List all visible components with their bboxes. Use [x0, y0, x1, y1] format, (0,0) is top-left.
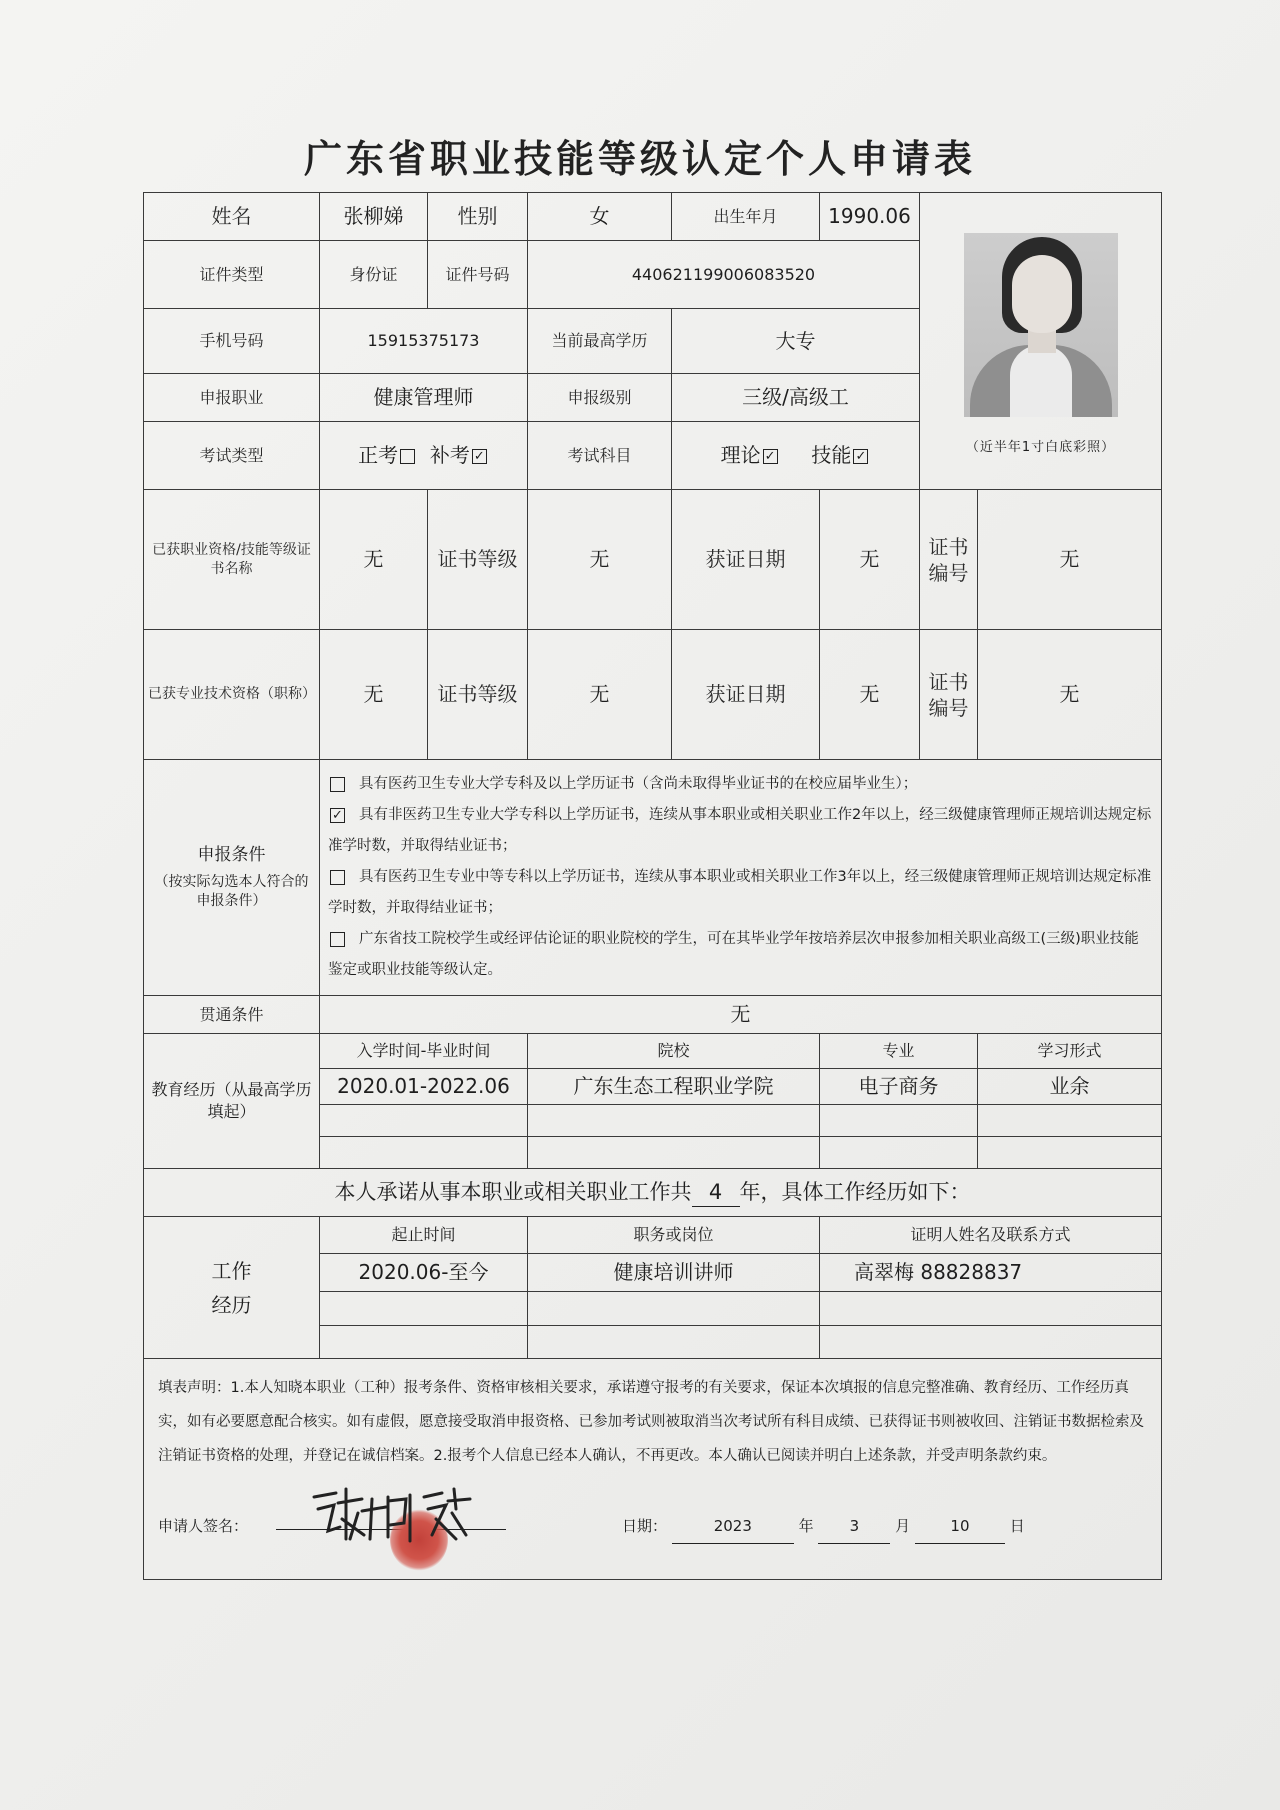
edu-header-major: 专业: [820, 1034, 978, 1069]
exam-type-label: 考试类型: [144, 422, 320, 490]
work-row2-period[interactable]: [320, 1292, 528, 1326]
work-row1-period[interactable]: 2020.06-至今: [320, 1254, 528, 1292]
date-day-unit: 日: [1009, 1517, 1025, 1535]
edu-row1-mode[interactable]: 业余: [978, 1069, 1162, 1105]
through-value[interactable]: 无: [320, 996, 1162, 1034]
cert2-date-label: 获证日期: [672, 630, 820, 760]
conditions-note: （按实际勾选本人符合的申报条件）: [154, 874, 309, 909]
application-form: [143, 192, 1162, 1580]
condition-3-checkbox[interactable]: [330, 870, 345, 885]
work-row3-position[interactable]: [528, 1326, 820, 1359]
makeup-exam-checkbox[interactable]: ✓: [472, 449, 487, 464]
cert2-grade[interactable]: 无: [528, 630, 672, 760]
promise-after: 年，具体工作经历如下：: [739, 1179, 971, 1204]
edu-row3-period[interactable]: [320, 1137, 528, 1169]
cert1-grade-label: 证书等级: [428, 490, 528, 630]
condition-2-text: 具有非医药卫生专业大学专科以上学历证书，连续从事本职业或相关职业工作2年以上，经三级健康管理师正规培训达规定标准学时数，并取得结业证书；: [328, 807, 1152, 854]
edu-row3-major[interactable]: [820, 1137, 978, 1169]
work-row2-position[interactable]: [528, 1292, 820, 1326]
date-label: 日期：: [622, 1517, 668, 1535]
edu-row2-school[interactable]: [528, 1105, 820, 1137]
condition-2-checkbox[interactable]: ✓: [330, 808, 345, 823]
condition-item: [328, 800, 1153, 862]
cert1-no-label: 证书编号: [920, 490, 978, 630]
work-row1-reference[interactable]: 高翠梅 88828837: [820, 1254, 1162, 1292]
phone-label: 手机号码: [144, 309, 320, 374]
exam-type-options: [320, 422, 528, 490]
cert2-label: 已获专业技术资格（职称）: [144, 630, 320, 760]
id-no-value[interactable]: 440621199006083520: [528, 241, 920, 309]
birth-value[interactable]: 1990.06: [820, 193, 920, 241]
conditions-list: [320, 760, 1162, 996]
level-label: 申报级别: [528, 374, 672, 422]
edu-label: 当前最高学历: [528, 309, 672, 374]
work-header-period: 起止时间: [320, 1217, 528, 1254]
edu-header-period: 入学时间-毕业时间: [320, 1034, 528, 1069]
condition-1-text: 具有医药卫生专业大学专科及以上学历证书（含尚未取得毕业证书的在校应届毕业生）；: [359, 776, 918, 792]
work-row1-position[interactable]: 健康培训讲师: [528, 1254, 820, 1292]
work-promise: [144, 1169, 1162, 1217]
work-label: 工作经历: [144, 1217, 320, 1359]
cert2-date[interactable]: 无: [820, 630, 920, 760]
exam-subject-label: 考试科目: [528, 422, 672, 490]
through-label: 贯通条件: [144, 996, 320, 1034]
edu-row2-period[interactable]: [320, 1105, 528, 1137]
condition-item: [328, 862, 1153, 924]
id-no-label: 证件号码: [428, 241, 528, 309]
work-row2-reference[interactable]: [820, 1292, 1162, 1326]
condition-1-checkbox[interactable]: [330, 777, 345, 792]
cert1-no[interactable]: 无: [978, 490, 1162, 630]
exam-subject-options: [672, 422, 920, 490]
skill-checkbox[interactable]: ✓: [853, 449, 868, 464]
work-header-position: 职务或岗位: [528, 1217, 820, 1254]
declaration-text: 填表声明：1.本人知晓本职业（工种）报考条件、资格审核相关要求，承诺遵守报考的有关要求，保证本次填报的信息完整准确、教育经历、工作经历真实，如有必要愿意配合核实。如有虚假，愿意接受取消申报资格、已参加考试则被取消当次考试所有科目成绩、已获得证书则被收回、注销证书数据检索及注销证书资格的处理，并登记在诚信档案。2.报考个人信息已经本人确认，不再更改。本人确认已阅读并明白上述条款，并受声明条款约束。: [158, 1380, 1144, 1464]
regular-exam-checkbox[interactable]: [400, 449, 415, 464]
occupation-value[interactable]: 健康管理师: [320, 374, 528, 422]
date-year-unit: 年: [798, 1517, 814, 1535]
cert2-no[interactable]: 无: [978, 630, 1162, 760]
edu-row3-mode[interactable]: [978, 1137, 1162, 1169]
date-line: [622, 1509, 1025, 1544]
makeup-exam-label: 补考: [429, 443, 470, 467]
date-day[interactable]: 10: [915, 1509, 1005, 1544]
birth-label: 出生年月: [672, 193, 820, 241]
gender-value[interactable]: 女: [528, 193, 672, 241]
condition-4-text: 广东省技工院校学生或经评估论证的职业院校的学生，可在其毕业学年按培养层次申报参加相关职业高级工(三级)职业技能鉴定或职业技能等级认定。: [328, 931, 1139, 978]
handwritten-signature: [306, 1479, 476, 1551]
edu-header-mode: 学习形式: [978, 1034, 1162, 1069]
conditions-label: 申报条件: [197, 845, 266, 866]
applicant-photo: [964, 233, 1118, 417]
promise-before: 本人承诺从事本职业或相关职业工作共: [334, 1179, 692, 1204]
sign-label: 申请人签名：: [158, 1517, 249, 1535]
work-row3-period[interactable]: [320, 1326, 528, 1359]
edu-row3-school[interactable]: [528, 1137, 820, 1169]
condition-item: [328, 769, 1153, 800]
cert1-name[interactable]: 无: [320, 490, 428, 630]
id-type-label: 证件类型: [144, 241, 320, 309]
theory-label: 理论: [720, 443, 761, 467]
name-value[interactable]: 张柳娣: [320, 193, 428, 241]
condition-3-text: 具有医药卫生专业中等专科以上学历证书，连续从事本职业或相关职业工作3年以上，经三级健康管理师正规培训达规定标准学时数，并取得结业证书；: [328, 869, 1152, 916]
phone-value[interactable]: 15915375173: [320, 309, 528, 374]
cert1-date-label: 获证日期: [672, 490, 820, 630]
cert1-grade[interactable]: 无: [528, 490, 672, 630]
edu-row1-school[interactable]: 广东生态工程职业学院: [528, 1069, 820, 1105]
condition-4-checkbox[interactable]: [330, 932, 345, 947]
edu-row1-major[interactable]: 电子商务: [820, 1069, 978, 1105]
work-header-reference: 证明人姓名及联系方式: [820, 1217, 1162, 1254]
edu-row1-period[interactable]: 2020.01-2022.06: [320, 1069, 528, 1105]
date-month-unit: 月: [895, 1517, 911, 1535]
cert2-name[interactable]: 无: [320, 630, 428, 760]
name-label: 姓名: [144, 193, 320, 241]
cert2-grade-label: 证书等级: [428, 630, 528, 760]
photo-caption: （近半年1寸白底彩照）: [965, 440, 1116, 455]
signature-row: [158, 1487, 1147, 1579]
id-type-value[interactable]: 身份证: [320, 241, 428, 309]
declaration-cell: [144, 1359, 1162, 1580]
work-row3-reference[interactable]: [820, 1326, 1162, 1359]
edu-row2-mode[interactable]: [978, 1105, 1162, 1137]
edu-header-school: 院校: [528, 1034, 820, 1069]
form-title: 广东省职业技能等级认定个人申请表: [303, 137, 976, 181]
conditions-label-cell: [144, 760, 320, 996]
promise-years[interactable]: 4: [692, 1178, 740, 1207]
level-value[interactable]: 三级/高级工: [672, 374, 920, 422]
condition-item: [328, 924, 1153, 986]
cert1-date[interactable]: 无: [820, 490, 920, 630]
date-month[interactable]: 3: [818, 1509, 890, 1544]
education-label: 教育经历（从最高学历填起）: [144, 1034, 320, 1169]
theory-checkbox[interactable]: ✓: [763, 449, 778, 464]
date-year[interactable]: 2023: [672, 1509, 794, 1544]
cert1-label: 已获职业资格/技能等级证书名称: [144, 490, 320, 630]
edu-row2-major[interactable]: [820, 1105, 978, 1137]
gender-label: 性别: [428, 193, 528, 241]
regular-exam-label: 正考: [358, 443, 399, 467]
cert2-no-label: 证书编号: [920, 630, 978, 760]
edu-value[interactable]: 大专: [672, 309, 920, 374]
occupation-label: 申报职业: [144, 374, 320, 422]
skill-label: 技能: [811, 443, 852, 467]
photo-cell: [920, 193, 1162, 490]
